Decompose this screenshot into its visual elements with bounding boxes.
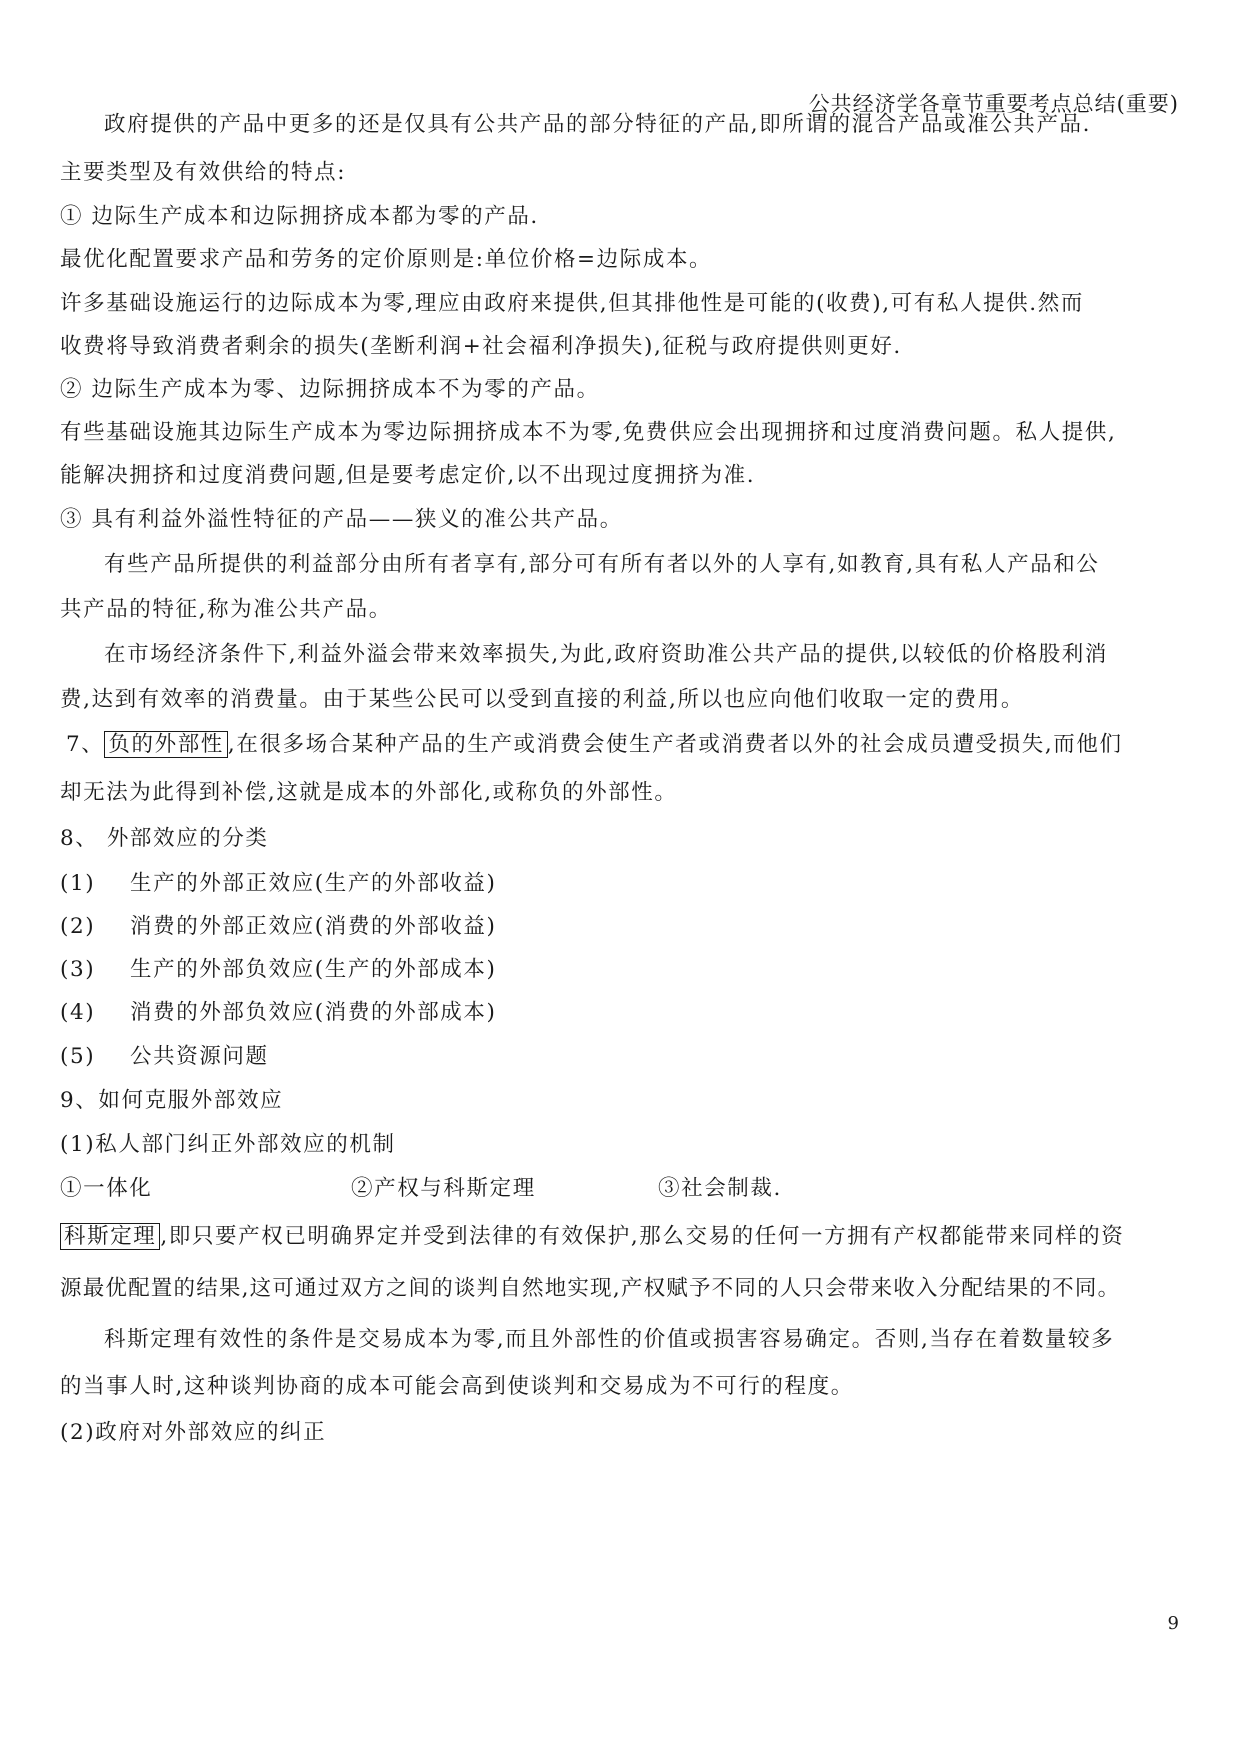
- paragraph-text: ,在很多场合某种产品的生产或消费会使生产者或消费者以外的社会成员遭受损失,而他们: [227, 732, 1123, 757]
- section-heading: 9、如何克服外部效应: [60, 1088, 284, 1113]
- list-number: (3): [60, 957, 96, 982]
- paragraph: 许多基础设施运行的边际成本为零,理应由政府来提供,但其排他性是可能的(收费),可有私人提供.然而: [60, 291, 1084, 316]
- paragraph: 的当事人时,这种谈判协商的成本可能会高到使谈判和交易成为不可行的程度。: [60, 1374, 854, 1399]
- paragraph: 有些基础设施其边际生产成本为零边际拥挤成本不为零,免费供应会出现拥挤和过度消费问题。私人提供,: [60, 420, 1117, 445]
- list-item: [60, 955, 1179, 985]
- list-item: [60, 998, 1179, 1028]
- paragraph: 能解决拥挤和过度消费问题,但是要考虑定价,以不出现过度拥挤为准.: [60, 463, 756, 488]
- list-number: (2): [60, 914, 96, 939]
- boxed-term: 负的外部性: [104, 731, 228, 758]
- paragraph: 主要类型及有效供给的特点:: [60, 160, 347, 185]
- list-item: ② 边际生产成本为零、边际拥挤成本不为零的产品。: [60, 377, 600, 402]
- list-item: [60, 1042, 1179, 1072]
- list-item: ③ 具有利益外溢性特征的产品——狭义的准公共产品。: [60, 507, 623, 532]
- paragraph-coase-theorem: [60, 1222, 1179, 1252]
- list-text: 生产的外部负效应(生产的外部成本): [130, 957, 497, 982]
- list-item: ① 边际生产成本和边际拥挤成本都为零的产品.: [60, 204, 539, 229]
- list-text: 生产的外部正效应(生产的外部收益): [130, 871, 497, 896]
- paragraph: 政府提供的产品中更多的还是仅具有公共产品的部分特征的产品,即所谓的混合产品或准公共产品.: [104, 112, 1092, 137]
- list-item: [60, 912, 1179, 942]
- paragraph: 有些产品所提供的利益部分由所有者享有,部分可有所有者以外的人享有,如教育,具有私人产品和公: [104, 552, 1100, 577]
- paragraph: 源最优配置的结果,这可通过双方之间的谈判自然地实现,产权赋予不同的人只会带来收入分配结果的不同。: [60, 1276, 1121, 1301]
- list-number: (1): [60, 871, 96, 896]
- list-text: 消费的外部正效应(消费的外部收益): [130, 914, 497, 939]
- section-heading: 8、 外部效应的分类: [60, 826, 269, 851]
- list-number: (5): [60, 1044, 96, 1069]
- list-text: 消费的外部负效应(消费的外部成本): [130, 1000, 497, 1025]
- list-text: 公共资源问题: [130, 1044, 269, 1069]
- sub-heading: (2)政府对外部效应的纠正: [60, 1420, 327, 1445]
- paragraph: 在市场经济条件下,利益外溢会带来效率损失,为此,政府资助准公共产品的提供,以较低的价格股利消: [104, 642, 1108, 667]
- paragraph-negative-externality: [60, 730, 1179, 760]
- mechanism-item: ③社会制裁.: [658, 1176, 782, 1201]
- page-header: 公共经济学各章节重要考点总结(重要): [808, 92, 1179, 116]
- list-item: [60, 869, 1179, 899]
- paragraph: 科斯定理有效性的条件是交易成本为零,而且外部性的价值或损害容易确定。否则,当存在着数量较多: [104, 1327, 1115, 1352]
- sub-heading: (1)私人部门纠正外部效应的机制: [60, 1132, 396, 1157]
- page-number: 9: [1167, 1613, 1179, 1634]
- paragraph: 收费将导致消费者剩余的损失(垄断利润+社会福利净损失),征税与政府提供则更好.: [60, 334, 902, 359]
- mechanism-list: [60, 1174, 1179, 1204]
- paragraph-text: ,即只要产权已明确界定并受到法律的有效保护,那么交易的任何一方拥有产权都能带来同样的资: [160, 1224, 1125, 1249]
- paragraph: 最优化配置要求产品和劳务的定价原则是:单位价格=边际成本。: [60, 247, 713, 272]
- paragraph: 共产品的特征,称为准公共产品。: [60, 597, 392, 622]
- mechanism-item: ②产权与科斯定理: [351, 1176, 536, 1201]
- item-number: 7、: [66, 732, 105, 757]
- list-number: (4): [60, 1000, 96, 1025]
- mechanism-item: ①一体化: [60, 1176, 153, 1201]
- boxed-term: 科斯定理: [60, 1223, 160, 1250]
- paragraph: 费,达到有效率的消费量。由于某些公民可以受到直接的利益,所以也应向他们收取一定的费用。: [60, 687, 1024, 712]
- paragraph: 却无法为此得到补偿,这就是成本的外部化,或称负的外部性。: [60, 780, 678, 805]
